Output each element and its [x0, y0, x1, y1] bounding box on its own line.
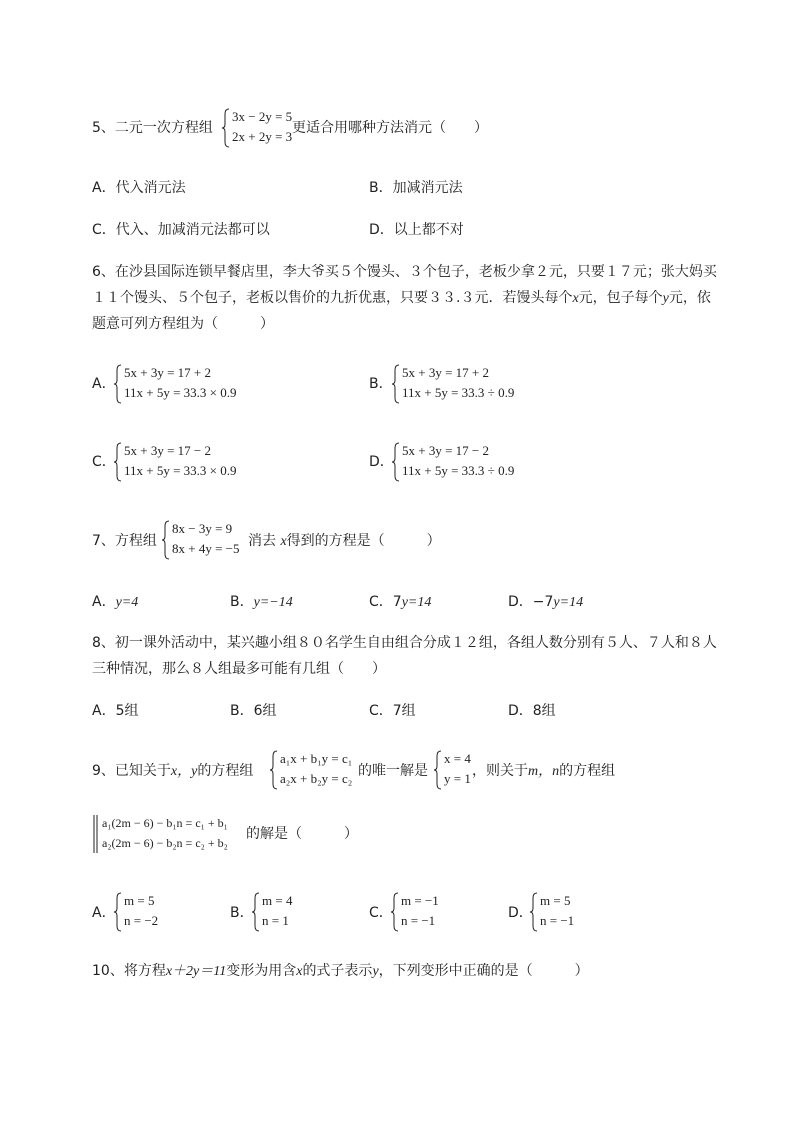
brace-icon [114, 892, 122, 932]
q7-option-b[interactable]: B．y=−14 [230, 594, 293, 610]
q6-var-y: y [662, 291, 669, 306]
q9-suffix: ，则关于m，n的方程组 [472, 763, 616, 779]
q9-option-a-label[interactable]: A． [92, 905, 116, 921]
q5-option-d[interactable]: D．以上都不对 [369, 222, 464, 238]
q5-option-c[interactable]: C．代入、加减消元法都可以 [92, 222, 270, 238]
q9-second-system: a₁(2m − 6) − b₁n = c₁ + b₁ a₂(2m − 6) − b₂n = c₂ + b₂ [92, 814, 252, 854]
q7-option-a[interactable]: A．y=4 [92, 594, 139, 610]
q9-option-d-label[interactable]: D． [508, 905, 533, 921]
q5-eq2: 2x + 2y = 3 [232, 129, 293, 144]
q6-option-c-label[interactable]: C． [92, 454, 116, 470]
q5-option-a[interactable]: A．代入消元法 [92, 180, 186, 196]
q9-suffix2: 的解是（ ） [246, 826, 358, 842]
q9-option-b-label[interactable]: B． [230, 905, 254, 921]
q5-prefix: 5、二元一次方程组 [92, 120, 213, 136]
brace-icon [162, 520, 170, 560]
brace-icon [114, 364, 122, 404]
brace-icon [252, 892, 260, 932]
q7-option-d[interactable]: D．−7y=14 [508, 594, 584, 610]
q6-option-d-label[interactable]: D． [369, 454, 394, 470]
q7-suffix: 消去 x得到的方程是（ ） [248, 533, 441, 549]
q8-line1: 8、初一课外活动中，某兴趣小组８０名学生自由组合分成１２组，各组人数分别有５人、７人和８人 [92, 635, 717, 651]
q6-option-a-label[interactable]: A． [92, 376, 116, 392]
q8-option-c[interactable]: C．7组 [369, 703, 416, 719]
brace-icon [434, 750, 442, 790]
q8-option-b[interactable]: B．6组 [230, 703, 277, 719]
brace-icon [392, 364, 400, 404]
brace-icon [92, 814, 100, 854]
q9-option-c-label[interactable]: C． [369, 905, 393, 921]
q6-option-b-label[interactable]: B． [369, 376, 393, 392]
q6-var-x: x [572, 291, 579, 306]
q8-option-d[interactable]: D．8组 [508, 703, 556, 719]
q5-suffix: 更适合用哪种方法消元（ ） [292, 120, 488, 136]
q5-option-b[interactable]: B．加减消元法 [369, 180, 463, 196]
q8-line2: 三种情况，那么８人组最多可能有几组（ ） [92, 661, 386, 677]
q6-line1: 6、在沙县国际连锁早餐店里，李大爷买５个馒头、３个包子，老板少拿２元，只要１７元；张大妈买 [92, 264, 717, 280]
brace-icon [270, 750, 278, 790]
question-10: 10、将方程x＋2y＝11变形为用含x的式子表示y，下列变形中正确的是（ ） [92, 963, 589, 979]
q7-prefix: 7、方程组 [92, 533, 157, 549]
brace-icon [222, 108, 230, 148]
q7-option-c[interactable]: C．7y=14 [369, 594, 432, 610]
q9-mid: 的唯一解是 [358, 763, 428, 779]
brace-icon [392, 442, 400, 482]
brace-icon [530, 892, 538, 932]
q6-line2: １１个馒头、５个包子，老板以售价的九折优惠，只要３３.３元．若馒头每个x元，包子每个y元，依 [92, 290, 711, 306]
q9-prefix: 9、已知关于x，y的方程组 [92, 763, 254, 779]
q6-line3: 题意可列方程组为（ ） [92, 316, 274, 332]
q5-eq1: 3x − 2y = 5 [232, 109, 293, 124]
q8-option-a[interactable]: A．5组 [92, 703, 139, 719]
brace-icon [391, 892, 399, 932]
brace-icon [114, 442, 122, 482]
q10-equation: x＋2y＝11 [165, 964, 227, 979]
